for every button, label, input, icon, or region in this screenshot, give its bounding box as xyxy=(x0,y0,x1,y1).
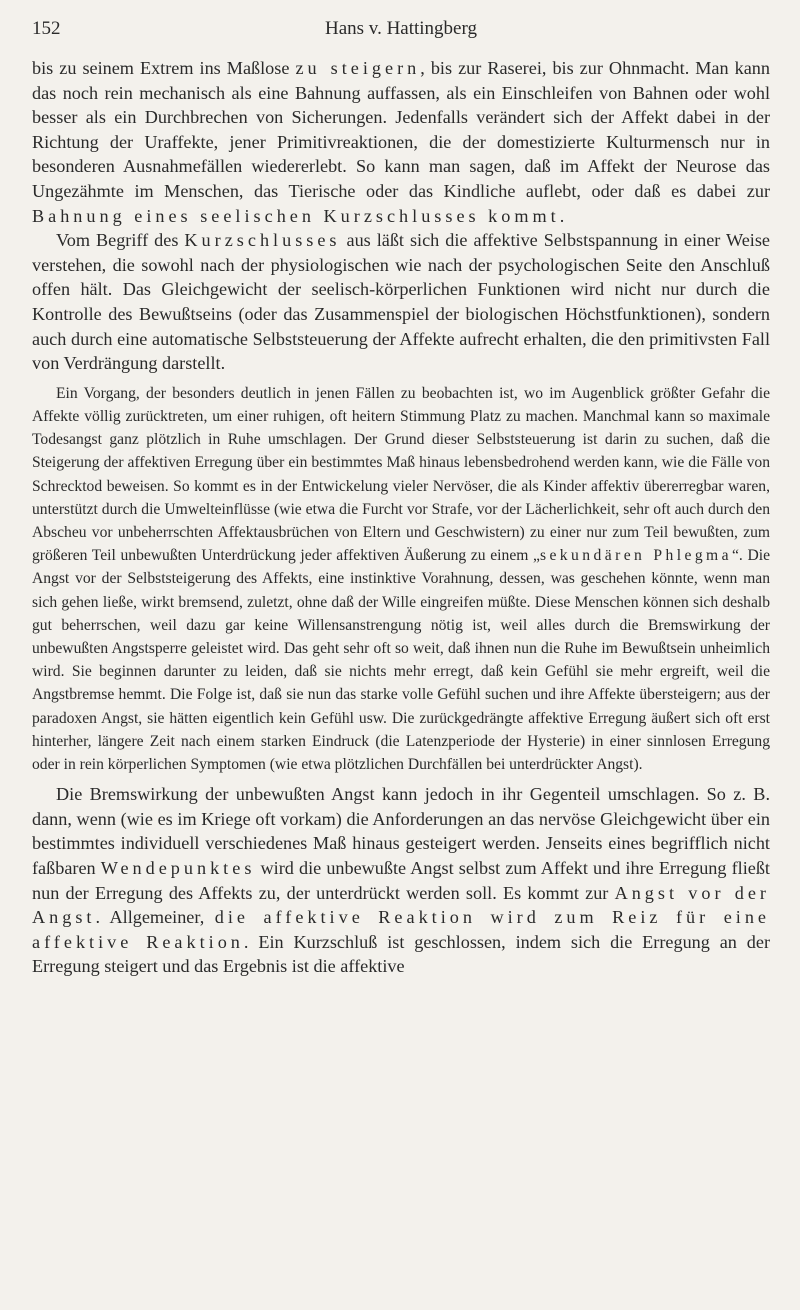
text-run: . xyxy=(559,205,565,226)
text-run: bis zu seinem Extrem ins Maßlose xyxy=(32,58,296,78)
page-header xyxy=(32,18,770,48)
main-text-block-1 xyxy=(32,56,770,376)
spaced-emphasis: Wendepunktes xyxy=(100,857,256,878)
text-run: wird die unbewußte Angst selbst zum Affekt und ihre Erregung fließt nun der Erregung des Affekts zu, der unterdrückt werden soll. Es kommt zur xyxy=(32,857,770,903)
text-run: aus läßt sich die affektive Selbstspannung in einer Weise verstehen, die sowohl nach der physiologischen wie nach der psychologischen Seite den Anschluß offen hält. Das Gleichgewicht der seelisch-körperlichen Funktionen wird nicht nur durch die Kontrolle des Bewußtseins (oder das Zusammenspiel der biologischen Höchstfunktionen), sondern auch durch eine automatische Selbststeuerung der Affekte aufrecht erhalten, die den primitivsten Fall von Verdrängung darstellt. xyxy=(32,230,770,374)
main-text-block-2 xyxy=(32,782,770,979)
spaced-emphasis: Kurzschlusses xyxy=(184,230,341,251)
text-run: “. Die Angst vor der Selbststeigerung des Affekts, eine instinktive Vorahnung, dessen, was geschehen könnte, wenn man sich gehen ließe, wirkt bremsend, zuletzt, ohne daß der Wille eingreifen müßte. Diese Menschen können sich deshalb gut beherrschen, weil dazu gar keine Willensanstrengung nötig ist, weil alles durch die Bremswirkung der unbewußten Angstsperre geleistet wird. Das geht sehr oft so weit, daß ihnen nun die Ruhe im Bewußtsein unheimlich wird. Sie beginnen darunter zu leiden, daß sie nichts mehr erregt, daß kein Gefühl sie mehr ergreift, weil die Angstbremse hemmt. Die Folge ist, daß sie nun das starke volle Gefühl suchen und ihre Affekte übersteigern; aus der paradoxen Angst, sie hätten eigentlich kein Gefühl usw. Die zurückgedrängte affektive Erregung äußert sich oft erst hinterher, längere Zeit nach einem starken Eindruck (die Latenzperiode der Hysterie) in einer sinnlosen Erregung oder in rein körperlichen Symptomen (wie etwa plötzlichen Durchfällen bei unterdrückter Angst). xyxy=(32,547,770,773)
spaced-emphasis: Bahnung eines seelischen Kurzschlusses kommt xyxy=(32,205,560,226)
spaced-emphasis: zu steigern xyxy=(295,58,421,78)
spaced-emphasis: die affektive Reaktion wird zum Reiz für eine affektive Reaktion xyxy=(32,907,770,952)
text-run: , bis zur Raserei, bis zur Ohnmacht. Man kann das noch rein mechanisch als eine Bahnung auffassen, als ein Einschleifen von Bahnen oder wohl besser als ein Durchbrechen von Sicherungen. Jedenfalls verändert sich der Affekt dabei in der Richtung der Uraffekte, jener Primitivreaktionen, die der domestizierte Kulturmensch nur in besonderen Ausnahmefällen wiedererlebt. So kann man sagen, daß im Affekt der Neurose das Ungezähmte im Menschen, das Tierische oder das Kindliche auflebt, oder daß es dabei zur xyxy=(32,58,770,201)
text-run: Ein Vorgang, der besonders deutlich in jenen Fällen zu beobachten ist, wo im Augenblick größter Gefahr die Affekte völlig zurücktreten, um einer ruhigen, oft heitern Stimmung Platz zu machen. Manchmal kann so maximale Todesangst ganz plötzlich in Ruhe umschlagen. Der Grund dieser Selbststeuerung ist darin zu suchen, daß die Steigerung der affektiven Erregung über ein bestimmtes Maß hinaus lebensbedrohend werden kann, wie die Fälle von Schrecktod beweisen. So kommt es in der Entwickelung vieler Nervöser, die als Kinder affektiv übererregbar waren, unterstützt durch die Umwelteinflüsse (wie etwa die Furcht vor Strafe, vor der Lächerlichkeit, sehr oft auch durch den Abscheu vor unbeherrschten Affektausbrüchen von Eltern und Geschwistern) zu einer nur zum Teil bewußten, zum größeren Teil unbewußten Unterdrückung jeder affektiven Äußerung zu einem „ xyxy=(32,384,770,565)
page-number: 152 xyxy=(32,18,61,39)
running-head: Hans v. Hattingberg xyxy=(325,18,477,39)
paragraph-3 xyxy=(32,382,770,776)
paragraph-1 xyxy=(32,56,770,228)
text-run: Die Bremswirkung der unbewußten Angst kann jedoch in ihr Gegenteil umschlagen. So z. B. dann, wenn (wie es im Kriege oft vorkam) die Anforderungen an das nervöse Gleichgewicht über ein bestimmtes individuell verschiedenes Maß hinaus gesteigert werden. Jenseits eines begrifflich nicht faßbaren xyxy=(32,784,770,878)
text-run: Vom Begriff des xyxy=(56,230,185,251)
paragraph-2 xyxy=(32,228,770,376)
book-page xyxy=(32,0,770,1310)
small-print-block xyxy=(32,382,770,776)
spaced-emphasis: Angst vor der Angst xyxy=(32,882,770,928)
text-run: . Allgemeiner, xyxy=(95,907,215,928)
body-text xyxy=(32,56,770,979)
text-run: . Ein Kurzschluß ist geschlossen, indem sich die Erregung an der Erregung steigert und das Ergebnis ist die affektive xyxy=(32,931,771,977)
spaced-emphasis: sekundären Phlegma xyxy=(539,547,732,565)
paragraph-4 xyxy=(32,782,770,979)
